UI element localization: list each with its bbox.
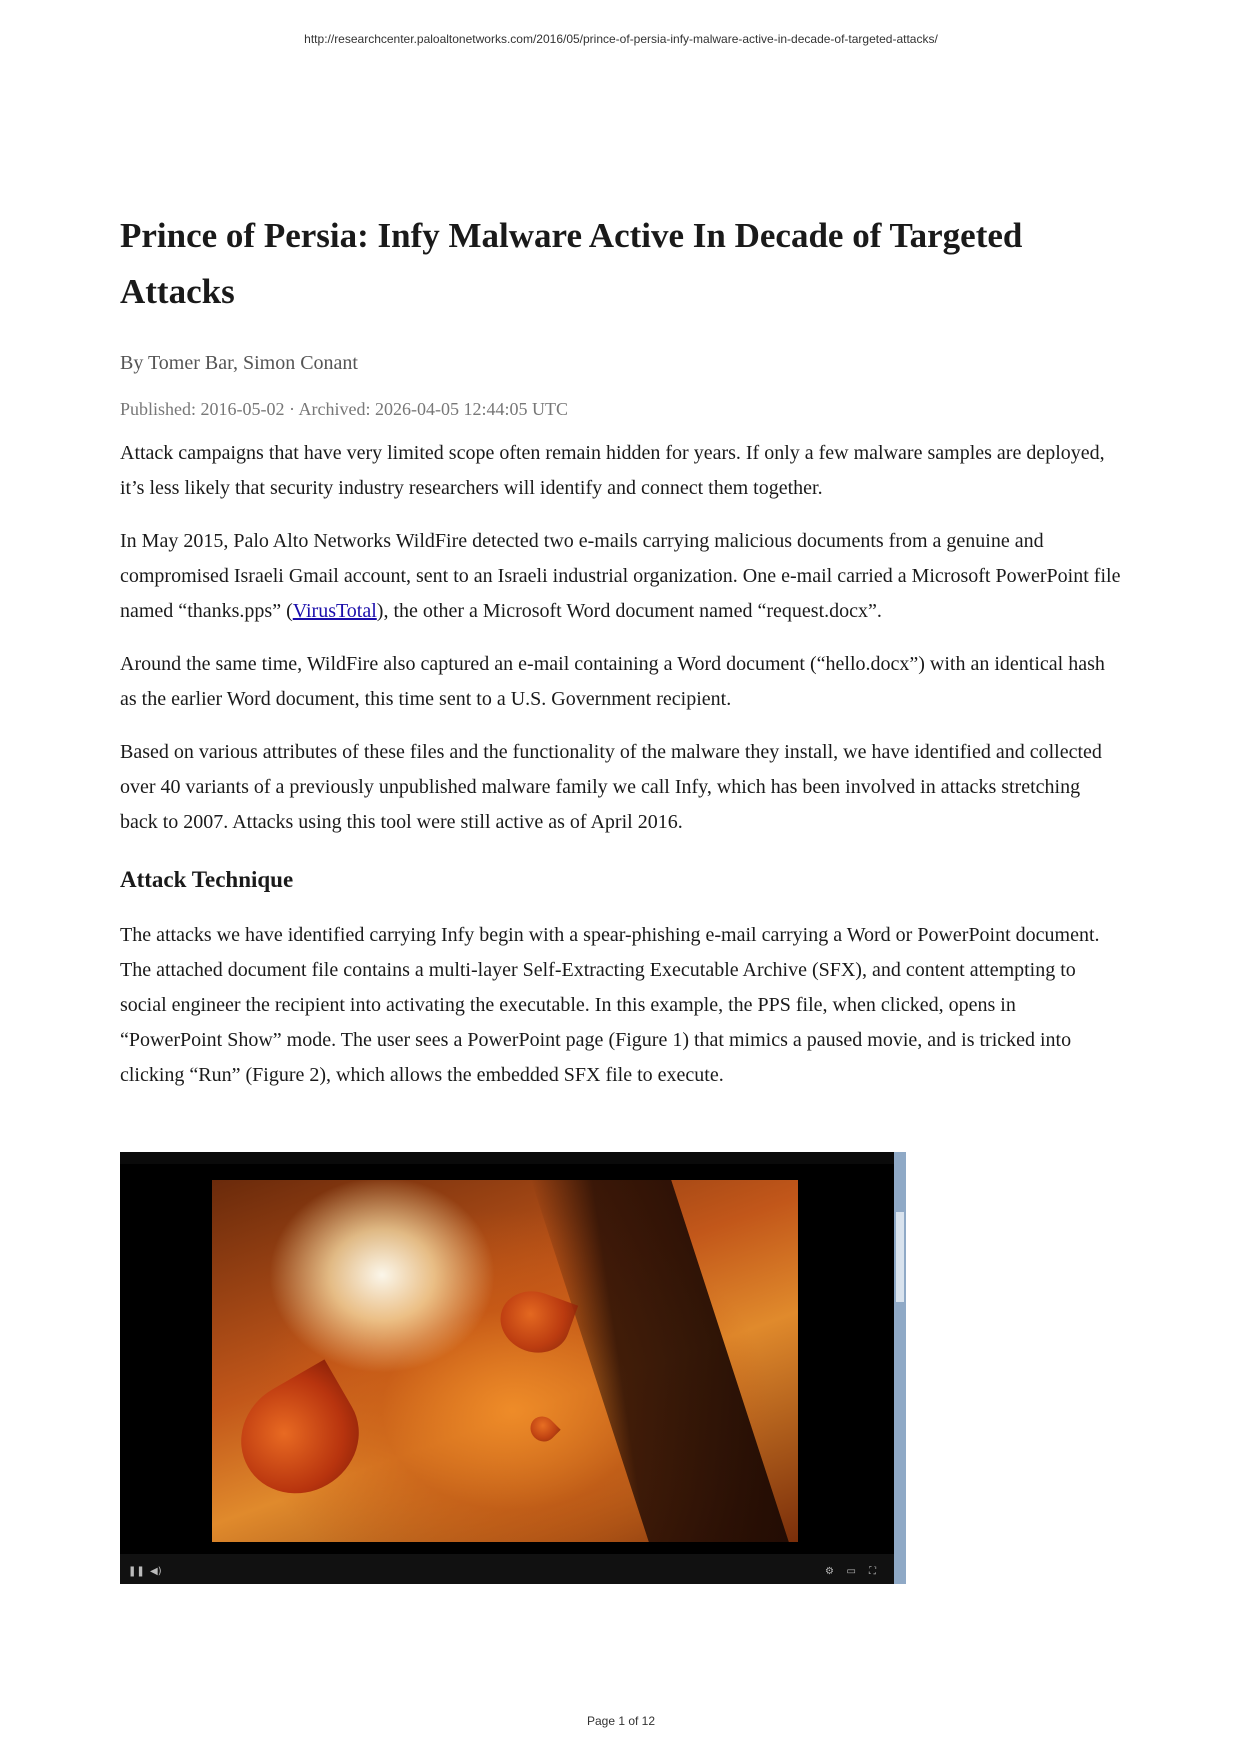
virustotal-link[interactable]: VirusTotal <box>292 600 377 622</box>
section-heading-attack-technique: Attack Technique <box>120 867 294 892</box>
figure-1-video-screenshot <box>120 1152 906 1584</box>
page-url-header: http://researchcenter.paloaltonetworks.com/2016/05/prince-of-persia-infy-malware-active-in-decade-of-targeted-attacks/ <box>304 32 938 46</box>
theater-mode-icon[interactable]: ▭ <box>846 1566 856 1577</box>
pause-icon[interactable]: ❚❚ <box>128 1566 145 1577</box>
paragraph-intro: Attack campaigns that have very limited scope often remain hidden for years. If only a few malware samples are deployed, it’s less likely that security industry researchers will identify and connect them together. <box>120 442 1105 499</box>
article-byline: By Tomer Bar, Simon Conant <box>120 352 358 374</box>
paragraph-detection-text-before: In May 2015, Palo Alto Networks WildFire detected two e-mails carrying malicious documents from a genuine and compromised Israeli Gmail account, sent to an Israeli industrial organization. One e-mail carried a Microsoft PowerPoint file named “thanks.pps” ( <box>120 530 1121 622</box>
video-scrollbar[interactable] <box>894 1152 906 1584</box>
paragraph-variants: Based on various attributes of these files and the functionality of the malware they install, we have identified and collected over 40 variants of a previously unpublished malware family we call Infy, which has been involved in attacks stretching back to 2007. Attacks using this tool were still active as of April 2016. <box>120 741 1102 833</box>
page-number-footer: Page 1 of 12 <box>586 1714 656 1728</box>
article-title: Prince of Persia: Infy Malware Active In Decade of Targeted Attacks <box>120 216 1023 311</box>
article <box>120 208 1122 1093</box>
paragraph-detection <box>120 524 1122 629</box>
video-controls <box>120 1554 894 1584</box>
paragraph-us-government: Around the same time, WildFire also captured an e-mail containing a Word document (“hello.docx”) with an identical hash as the earlier Word document, this time sent to a U.S. Government recipient. <box>120 653 1105 710</box>
video-title-bar <box>120 1152 894 1164</box>
article-meta: Published: 2016-05-02 · Archived: 2026-04-05 12:44:05 UTC <box>120 399 568 419</box>
volume-icon[interactable]: ◀) <box>150 1566 162 1577</box>
settings-icon[interactable]: ⚙ <box>825 1566 834 1577</box>
fullscreen-icon[interactable]: ⛶ <box>869 1566 876 1577</box>
paragraph-detection-text-after: ), the other a Microsoft Word document named “request.docx”. <box>376 600 882 622</box>
paragraph-attack-technique: The attacks we have identified carrying Infy begin with a spear-phishing e-mail carrying a Word or PowerPoint document. The attached document file contains a multi-layer Self-Extracting Executable Archive (SFX), and content attempting to social engineer the recipient into activating the executable. In this example, the PPS file, when clicked, opens in “PowerPoint Show” mode. The user sees a PowerPoint page (Figure 1) that mimics a paused movie, and is tricked into clicking “Run” (Figure 2), which allows the embedded SFX file to execute. <box>120 924 1100 1086</box>
scrollbar-thumb[interactable] <box>896 1212 904 1302</box>
